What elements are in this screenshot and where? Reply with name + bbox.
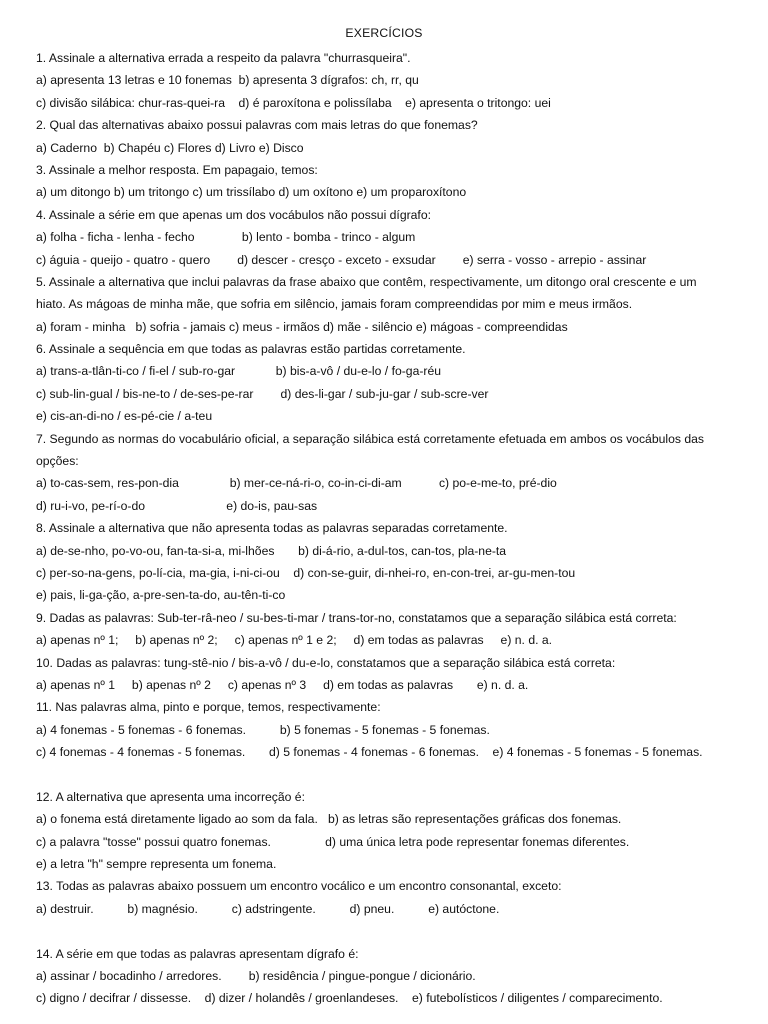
page-title: EXERCÍCIOS <box>345 26 423 40</box>
text-line: hiato. As mágoas de minha mãe, que sofria em silêncio, jamais foram compreendidas por mim e meus irmãos. <box>36 297 633 312</box>
text-line: a) foram - minha b) sofria - jamais c) meus - irmãos d) mãe - silêncio e) mágoas - compreendidas <box>36 319 568 334</box>
text-line: 5. Assinale a alternativa que inclui palavras da frase abaixo que contêm, respectivamente, um ditongo oral crescente e um <box>36 274 697 289</box>
text-line: c) 4 fonemas - 4 fonemas - 5 fonemas. d) 5 fonemas - 4 fonemas - 6 fonemas. e) 4 fonemas - 5 fonemas - 5 fonemas. <box>36 745 703 760</box>
text-line: 2. Qual das alternativas abaixo possui palavras com mais letras do que fonemas? <box>36 118 478 133</box>
text-line: 7. Segundo as normas do vocabulário oficial, a separação silábica está corretamente efetuada em ambos os vocábulos das <box>36 431 704 446</box>
text-line: 14. A série em que todas as palavras apresentam dígrafo é: <box>36 946 359 961</box>
text-line: 10. Dadas as palavras: tung-stê-nio / bis-a-vô / du-e-lo, constatamos que a separação silábica está correta: <box>36 655 616 670</box>
text-line: a) to-cas-sem, res-pon-dia b) mer-ce-ná-ri-o, co-in-ci-di-am c) po-e-me-to, pré-dio <box>36 476 557 491</box>
blank-line <box>36 920 748 942</box>
text-line: d) ru-i-vo, pe-rí-o-do e) do-is, pau-sas <box>36 498 318 513</box>
text-line: a) apresenta 13 letras e 10 fonemas b) apresenta 3 dígrafos: ch, rr, qu <box>36 73 419 88</box>
text-line: opções: <box>36 454 79 469</box>
text-line: 6. Assinale a sequência em que todas as palavras estão partidas corretamente. <box>36 342 466 357</box>
text-line: c) águia - queijo - quatro - quero d) descer - cresço - exceto - exsudar e) serra - vosso - arrepio - assinar <box>36 252 647 267</box>
text-line: a) apenas nº 1 b) apenas nº 2 c) apenas nº 3 d) em todas as palavras e) n. d. a. <box>36 677 529 692</box>
text-line: a) assinar / bocadinho / arredores. b) residência / pingue-pongue / dicionário. <box>36 969 476 984</box>
blank-line <box>36 764 748 786</box>
text-line: a) destruir. b) magnésio. c) adstringente. d) pneu. e) autóctone. <box>36 901 500 916</box>
text-line: 8. Assinale a alternativa que não apresenta todas as palavras separadas corretamente. <box>36 521 508 536</box>
text-line: 11. Nas palavras alma, pinto e porque, temos, respectivamente: <box>36 700 381 715</box>
text-line: a) 4 fonemas - 5 fonemas - 6 fonemas. b) 5 fonemas - 5 fonemas - 5 fonemas. <box>36 722 490 737</box>
text-line: a) trans-a-tlân-ti-co / fi-el / sub-ro-gar b) bis-a-vô / du-e-lo / fo-ga-réu <box>36 364 442 379</box>
text-line: e) a letra "h" sempre representa um fonema. <box>36 857 277 872</box>
text-line: a) Caderno b) Chapéu c) Flores d) Livro e) Disco <box>36 140 304 155</box>
text-line: a) o fonema está diretamente ligado ao som da fala. b) as letras são representações gráficas dos fonemas. <box>36 812 622 827</box>
text-line: a) de-se-nho, po-vo-ou, fan-ta-si-a, mi-lhões b) di-á-rio, a-dul-tos, can-tos, pla-ne-ta <box>36 543 507 558</box>
text-line: c) sub-lin-gual / bis-ne-to / de-ses-pe-rar d) des-li-gar / sub-ju-gar / sub-scre-ver <box>36 386 489 401</box>
text-line: 9. Dadas as palavras: Sub-ter-râ-neo / su-bes-ti-mar / trans-tor-no, constatamos que a separação silábica está correta: <box>36 610 677 625</box>
text-line: a) um ditongo b) um tritongo c) um trissílabo d) um oxítono e) um proparoxítono <box>36 185 467 200</box>
text-line: e) pais, li-ga-ção, a-pre-sen-ta-do, au-tên-ti-co <box>36 588 286 603</box>
exercise-list <box>36 47 748 1010</box>
text-line: 1. Assinale a alternativa errada a respeito da palavra "churrasqueira". <box>36 51 411 65</box>
text-line: c) digno / decifrar / dissesse. d) dizer / holandês / groenlandeses. e) futebolísticos / diligentes / comparecimento. <box>36 991 663 1006</box>
text-line: c) per-so-na-gens, po-lí-cia, ma-gia, i-ni-ci-ou d) con-se-guir, di-nhei-ro, en-con-trei, ar-gu-men-tou <box>36 565 576 580</box>
text-line: e) cis-an-di-no / es-pé-cie / a-teu <box>36 409 213 424</box>
text-line: 12. A alternativa que apresenta uma incorreção é: <box>36 789 305 804</box>
text-line: c) a palavra "tosse" possui quatro fonemas. d) uma única letra pode representar fonemas diferentes. <box>36 834 630 849</box>
text-line: a) folha - ficha - lenha - fecho b) lento - bomba - trinco - algum <box>36 230 416 245</box>
text-line: 3. Assinale a melhor resposta. Em papagaio, temos: <box>36 162 318 177</box>
text-line: a) apenas nº 1; b) apenas nº 2; c) apenas nº 1 e 2; d) em todas as palavras e) n. d. a. <box>36 633 553 648</box>
text-line: c) divisão silábica: chur-ras-quei-ra d) é paroxítona e polissílaba e) apresenta o tritongo: uei <box>36 95 551 110</box>
text-line: 4. Assinale a série em que apenas um dos vocábulos não possui dígrafo: <box>36 207 431 222</box>
text-line: 13. Todas as palavras abaixo possuem um encontro vocálico e um encontro consonantal, exceto: <box>36 879 562 894</box>
